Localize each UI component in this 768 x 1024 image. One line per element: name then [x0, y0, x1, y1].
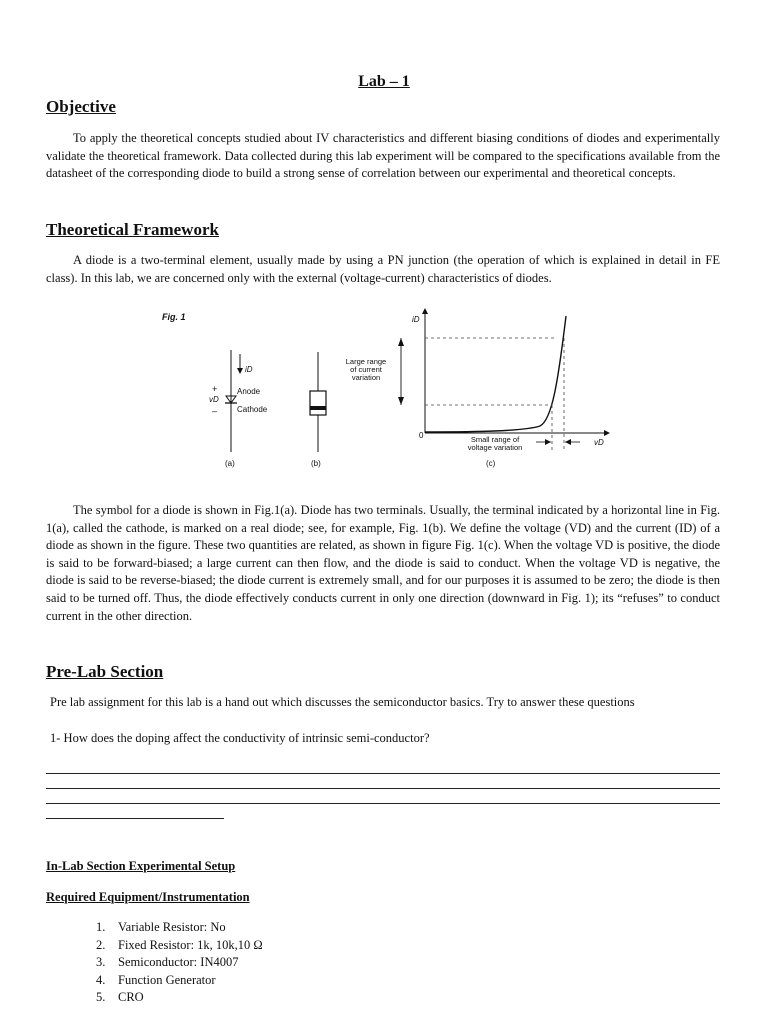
answer-line-3 [46, 803, 720, 804]
list-item [96, 919, 263, 937]
list-item-text: Variable Resistor: No [118, 920, 226, 934]
list-item [96, 937, 263, 955]
diode-symbol [209, 350, 268, 468]
anode-label: Anode [237, 387, 261, 396]
caption-a: (a) [225, 459, 235, 468]
current-range-arrow-up [398, 338, 404, 346]
current-arrowhead [237, 368, 243, 374]
voltage-label: vD [209, 395, 219, 404]
list-item-text: Fixed Resistor: 1k, 10k,10 Ω [118, 937, 263, 952]
cathode-band [310, 406, 326, 410]
list-item-number: 1. [96, 920, 106, 934]
small-range-line1: Small range of [470, 435, 520, 444]
inlab-heading: In-Lab Section Experimental Setup [46, 859, 236, 873]
large-range-line3: variation [351, 373, 381, 382]
list-item [96, 954, 263, 972]
equipment-heading: Required Equipment/Instrumentation [46, 890, 250, 904]
answer-line-4 [46, 818, 224, 819]
caption-b: (b) [311, 459, 321, 468]
list-item-text: Function Generator [118, 972, 216, 987]
lab-title-text: Lab – 1 [358, 73, 410, 90]
framework-paragraph [46, 252, 720, 287]
graph-x-label: vD [594, 438, 604, 447]
list-item [96, 989, 263, 1007]
list-item-number: 4. [96, 972, 106, 987]
large-range-line2: of current [350, 365, 382, 374]
framework-text: A diode is a two-terminal element, usually made by using a PN junction (the operation of which is explained in detail in FE class). In this lab, we are concerned only with the external (voltage-current) characteristics of diodes. [46, 253, 720, 285]
list-item-text: CRO [118, 990, 144, 1004]
list-item-number: 3. [96, 955, 106, 969]
answer-line-2 [46, 788, 720, 789]
diode-figure [140, 302, 610, 478]
framework-heading: Theoretical Framework [46, 220, 219, 239]
iv-curve [425, 316, 566, 432]
equipment-list [96, 919, 263, 1007]
real-diode-body [310, 391, 326, 415]
plus-sign: + [212, 384, 218, 394]
real-diode [310, 352, 326, 468]
lab-title [0, 73, 768, 91]
objective-paragraph [46, 130, 720, 183]
symbol-text: The symbol for a diode is shown in Fig.1(a). Diode has two terminals. Usually, the terminal indicated by a horizontal line in Fig. 1(a), called the cathode, is marked on a real diode; see, for example, Fig. 1(b). We define the voltage (VD) and the current (ID) of a diode as shown in the figure. These two quantities are related, as shown in figure Fig. 1(c). When the voltage VD is positive, the diode is said to be forward-biased; a large current can then flow, and the diode is said to conduct. When the voltage VD is negative, the diode is said to be reverse-biased; the diode current is extremely small, and for our purposes it is assumed to be zero; the diode is then said to be turned off. Thus, the diode effectively conducts current in only one direction (downward in Fig. 1); its “refuses” to conduct current in the other direction. [46, 503, 720, 623]
symbol-paragraph [46, 502, 720, 625]
voltage-range-arrowhead-left [545, 439, 551, 445]
graph-y-label: iD [412, 315, 420, 324]
list-item-number: 5. [96, 990, 106, 1004]
graph-origin: 0 [419, 431, 424, 440]
list-item-number: 2. [96, 937, 106, 952]
large-range-line1: Large range [345, 357, 387, 366]
current-label: iD [245, 365, 253, 374]
current-range-arrow-down [398, 397, 404, 405]
answer-line-1 [46, 773, 720, 774]
objective-heading: Objective [46, 97, 116, 116]
small-range-line2: voltage variation [467, 443, 523, 452]
objective-text: To apply the theoretical concepts studied about IV characteristics and different biasing conditions of diodes and experimentally validate the theoretical framework. Data collected during this lab experiment will be compared to the specifications available from the datasheet of the corresponding diode to build a strong sense of correlation between our experimental and theoretical concepts. [46, 131, 720, 181]
caption-c: (c) [486, 459, 496, 468]
minus-sign: – [212, 406, 218, 416]
prelab-intro: Pre lab assignment for this lab is a hand out which discusses the semiconductor basics. Try to answer these questions [50, 695, 635, 709]
cathode-label: Cathode [237, 405, 268, 414]
prelab-question-1: 1- How does the doping affect the conductivity of intrinsic semi-conductor? [50, 731, 430, 745]
list-item-text: Semiconductor: IN4007 [118, 955, 239, 969]
voltage-range-arrowhead-right [565, 439, 571, 445]
graph-y-arrowhead [422, 308, 428, 314]
figure-label: Fig. 1 [162, 312, 186, 322]
iv-graph [346, 308, 610, 468]
graph-x-arrowhead [604, 430, 610, 436]
list-item [96, 972, 263, 990]
prelab-heading: Pre-Lab Section [46, 662, 164, 681]
